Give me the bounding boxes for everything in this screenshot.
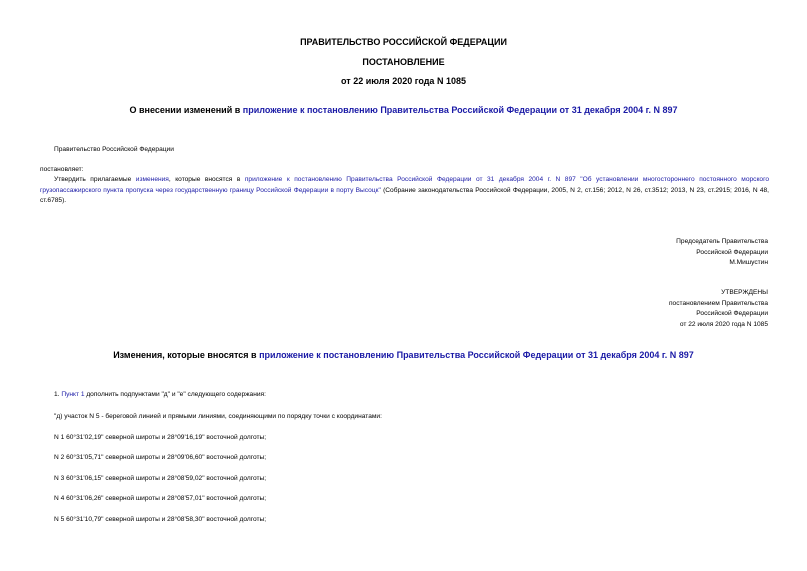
- coordinate-point: N 4 60°31'06,26" северной широты и 28°08'57,01" восточной долготы;: [54, 495, 267, 502]
- issuer-text: Правительство Российской Федерации: [54, 146, 174, 153]
- changes-title-link[interactable]: приложение к постановлению Правительства Российской Федерации от 31 декабря 2004 г. N 897: [259, 350, 694, 360]
- changes-title-prefix: Изменения, которые вносятся в: [113, 350, 260, 360]
- document-type: ПОСТАНОВЛЕНИЕ: [362, 57, 445, 67]
- signature-name: М.Мишустин: [729, 259, 768, 266]
- signature-block: [560, 237, 768, 269]
- changes-link[interactable]: изменения: [135, 176, 169, 183]
- resolves-text: постановляет:: [40, 166, 84, 173]
- document-date: от 22 июля 2020 года N 1085: [341, 76, 466, 86]
- signature-line-1: Председатель Правительства: [676, 238, 768, 245]
- signature-line-2: Российской Федерации: [696, 248, 768, 256]
- approval-line-2: постановлением Правительства: [668, 299, 768, 307]
- coordinate-point: N 1 60°31'02,19" северной широты и 28°09'16,19" восточной долготы;: [54, 434, 267, 441]
- item-1-rest: дополнить подпунктами "д" и "е" следующего содержания:: [84, 391, 266, 398]
- p1-part-c: (Собрание законодательства Российской Федерации, 2005, N 2, ст.156; 2012, N 26, ст.3512; 2013, N 23, ст.2915; 2016, N 48, ст.6785).: [40, 186, 769, 205]
- resolution-paragraph: [40, 175, 769, 207]
- government-heading: ПРАВИТЕЛЬСТВО РОССИЙСКОЙ ФЕДЕРАЦИИ: [300, 37, 507, 47]
- coordinate-point: N 5 60°31'10,79" северной широты и 28°08'58,30" восточной долготы;: [54, 516, 267, 523]
- p1-part-b: , которые вносятся в: [168, 176, 245, 183]
- coordinate-point: N 3 60°31'06,15" северной широты и 28°08'59,02" восточной долготы;: [54, 475, 267, 482]
- coordinate-point: N 2 60°31'05,71" северной широты и 28°09'06,60" восточной долготы;: [54, 454, 267, 461]
- document-title: [0, 105, 807, 115]
- item-1: [54, 390, 266, 401]
- item-d: "д) участок N 5 - береговой линией и прямыми линиями, соединяющими по порядку точки с координатами:: [54, 413, 382, 420]
- appendix-link[interactable]: приложение к постановлению Правительства Российской Федерации от 31 декабря 2004 г. N 897 "Об установлении многостороннего постоянного морского грузопассажирского пункта пропуска через государственную границу Российской Федерации в порту Высоцк": [40, 176, 769, 194]
- approval-block: [560, 288, 768, 330]
- p1-part-a: Утвердить прилагаемые: [54, 176, 136, 183]
- title-link[interactable]: приложение к постановлению Правительства Российской Федерации от 31 декабря 2004 г. N 897: [242, 105, 678, 115]
- changes-title: [0, 350, 807, 360]
- approval-line-4: от 22 июля 2020 года N 1085: [679, 320, 768, 328]
- item-1-link[interactable]: Пункт 1: [61, 391, 85, 398]
- item-1-prefix: 1.: [54, 391, 62, 398]
- approval-line-1: УТВЕРЖДЕНЫ: [721, 289, 768, 296]
- approval-line-3: Российской Федерации: [696, 310, 768, 317]
- title-prefix: О внесении изменений в: [129, 105, 243, 115]
